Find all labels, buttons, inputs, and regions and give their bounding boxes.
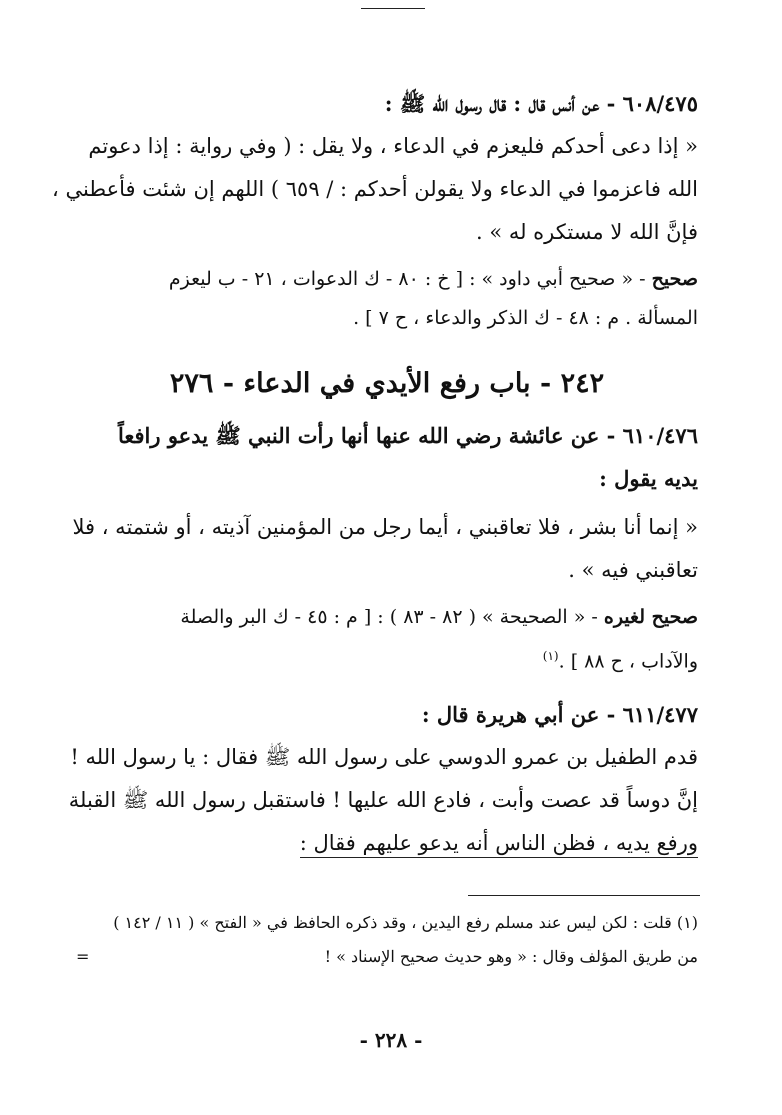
hadith-476-line-2: تعاقبني فيه » .: [568, 558, 698, 582]
top-rule: [361, 8, 425, 9]
footnote-rule: [468, 895, 700, 896]
hadith-475-line-2: الله فاعزموا في الدعاء ولا يقولن أحدكم : / ٦٥٩ ) اللهم إن شئت فأعطني ،: [52, 177, 698, 201]
hadith-477-line-3: [76, 822, 698, 865]
hadith-475-heading: ٦٠٨/٤٧٥ - عن أنس قال : قال رسول الله ﷺ :: [384, 91, 698, 116]
hadith-475-ref-text-1: « صحيح أبي داود » : [ خ : ٨٠ - ك الدعوات ، ٢١ - ب ليعزم: [168, 268, 634, 290]
hadith-475-line-3: فإنَّ الله لا مستكره له » .: [475, 220, 698, 244]
hadith-475-line-1: « إذا دعى أحدكم فليعزم في الدعاء ، ولا يقل : ( وفي رواية : إذا دعوتم: [88, 134, 698, 158]
footnote-line-2: [76, 940, 698, 974]
hadith-476-heading-2: يديه يقول :: [599, 466, 698, 491]
hadith-475-reference-2: المسألة . م : ٤٨ - ك الذكر والدعاء ، ح ٧ ] .: [353, 307, 698, 329]
hadith-476-line-1: « إنما أنا بشر ، فلا تعاقبني ، أيما رجل من المؤمنين آذيته ، أو شتمته ، فلا: [72, 515, 698, 539]
hadith-475-grade: صحيح: [651, 268, 698, 290]
hadith-477-line-1: قدم الطفيل بن عمرو الدوسي على رسول الله ﷺ فقال : يا رسول الله !: [70, 745, 698, 770]
hadith-476-reference-2: [76, 637, 698, 681]
footnote-continuation-mark: =: [76, 947, 90, 966]
chapter-heading: ٢٤٢ - باب رفع الأيدي في الدعاء - ٢٧٦: [169, 368, 605, 399]
hadith-477-heading: ٦١١/٤٧٧ - عن أبي هريرة قال :: [421, 702, 698, 728]
hadith-476-heading-1: ٦١٠/٤٧٦ - عن عائشة رضي الله عنها أنها رأت النبي ﷺ يدعو رافعاً: [117, 423, 698, 448]
hadith-476-grade: صحيح لغيره: [603, 606, 698, 628]
hadith-477-line-2: إنَّ دوساً قد عصت وأبت ، فادع الله عليها ! فاستقبل رسول الله ﷺ القبلة: [68, 788, 698, 813]
page-body: [52, 82, 698, 865]
hadith-475-reference-1: صحيح - « صحيح أبي داود » : [ خ : ٨٠ - ك الدعوات ، ٢١ - ب ليعزم: [168, 268, 698, 290]
footnote-line-2-text: من طريق المؤلف وقال : « وهو حديث صحيح الإسناد » !: [324, 947, 698, 966]
footnote-line-1: (١) قلت : لكن ليس عند مسلم رفع اليدين ، وقد ذكره الحافظ في « الفتح » ( ١١ / ١٤٢ ): [113, 913, 698, 932]
hadith-476-ref-text-1: « الصحيحة » ( ٨٢ - ٨٣ ) : [ م : ٤٥ - ك البر والصلة: [180, 606, 586, 628]
hadith-477-line-3-text: ورفع يديه ، فظن الناس أنه يدعو عليهم فقال :: [300, 831, 698, 858]
hadith-476-reference-1: صحيح لغيره - « الصحيحة » ( ٨٢ - ٨٣ ) : [ م : ٤٥ - ك البر والصلة: [180, 606, 698, 628]
footnote-marker: (١): [542, 649, 559, 663]
footnotes: [76, 906, 698, 974]
page-number: - ٢٢٨ -: [359, 1028, 423, 1052]
hadith-476-ref-text-2: والآداب ، ح ٨٨ ] .: [558, 650, 698, 673]
